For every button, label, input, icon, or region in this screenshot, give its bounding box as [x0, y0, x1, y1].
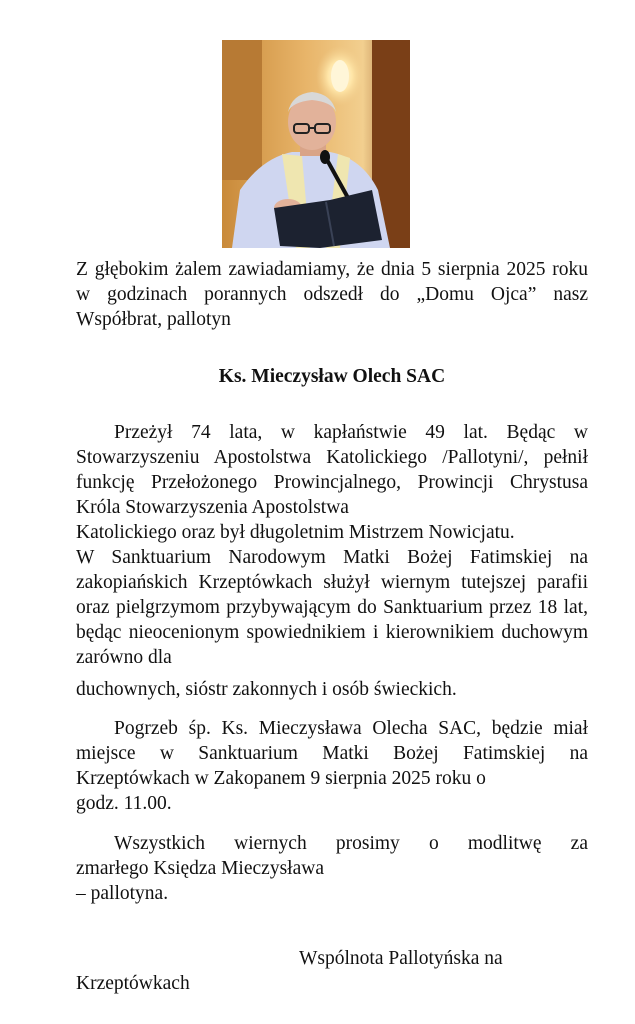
paragraph-sanctuary-service-last-line: duchownych, sióstr zakonnych i osób świeckich.	[76, 679, 457, 700]
paragraph-prayer-request-line-2: zmarłego Księdza Mieczysława	[76, 858, 324, 879]
priest-portrait-photo	[222, 40, 410, 248]
paragraph-prayer-request-line-1: Wszystkich wiernych prosimy o modlitwę za	[114, 833, 588, 854]
paragraph-biography-last-line: Katolickiego oraz był długoletnim Mistrzem Nowicjatu.	[76, 522, 515, 543]
paragraph-funeral: Pogrzeb śp. Ks. Mieczysława Olecha SAC, będzie miał miejsce w Sanktuarium Matki Bożej Fatimskiej na Krzeptówkach w Zakopanem 9 sierpnia 2025 roku o	[76, 718, 588, 789]
signature-line-2: Krzeptówkach	[76, 973, 190, 994]
intro-paragraph: Z głębokim żalem zawiadamiamy, że dnia 5 sierpnia 2025 roku w godzinach porannych odszedł do „Domu Ojca” nasz Współbrat, pallotyn	[76, 259, 588, 330]
paragraph-biography: Przeżył 74 lata, w kapłaństwie 49 lat. Będąc w Stowarzyszeniu Apostolstwa Katolickiego /Pallotyni/, pełnił funkcję Przełożonego Prowincjalnego, Prowincji Chrystusa Króla Stowarzyszenia Apostolstwa	[76, 422, 588, 518]
paragraph-prayer-request-line-3: – pallotyna.	[76, 883, 169, 904]
paragraph-funeral-last-line: godz. 11.00.	[76, 793, 172, 814]
signature-line-1: Wspólnota Pallotyńska na	[299, 948, 503, 969]
deceased-name: Ks. Mieczysław Olech SAC	[218, 366, 446, 387]
paragraph-sanctuary-service: W Sanktuarium Narodowym Matki Bożej Fatimskiej na zakopiańskich Krzeptówkach służył wiernym tutejszej parafii oraz pielgrzymom przybywającym do Sanktuarium przez 18 lat, będąc nieocenionym spowiednikiem i kierownikiem duchowym zarówno dla	[76, 547, 588, 668]
